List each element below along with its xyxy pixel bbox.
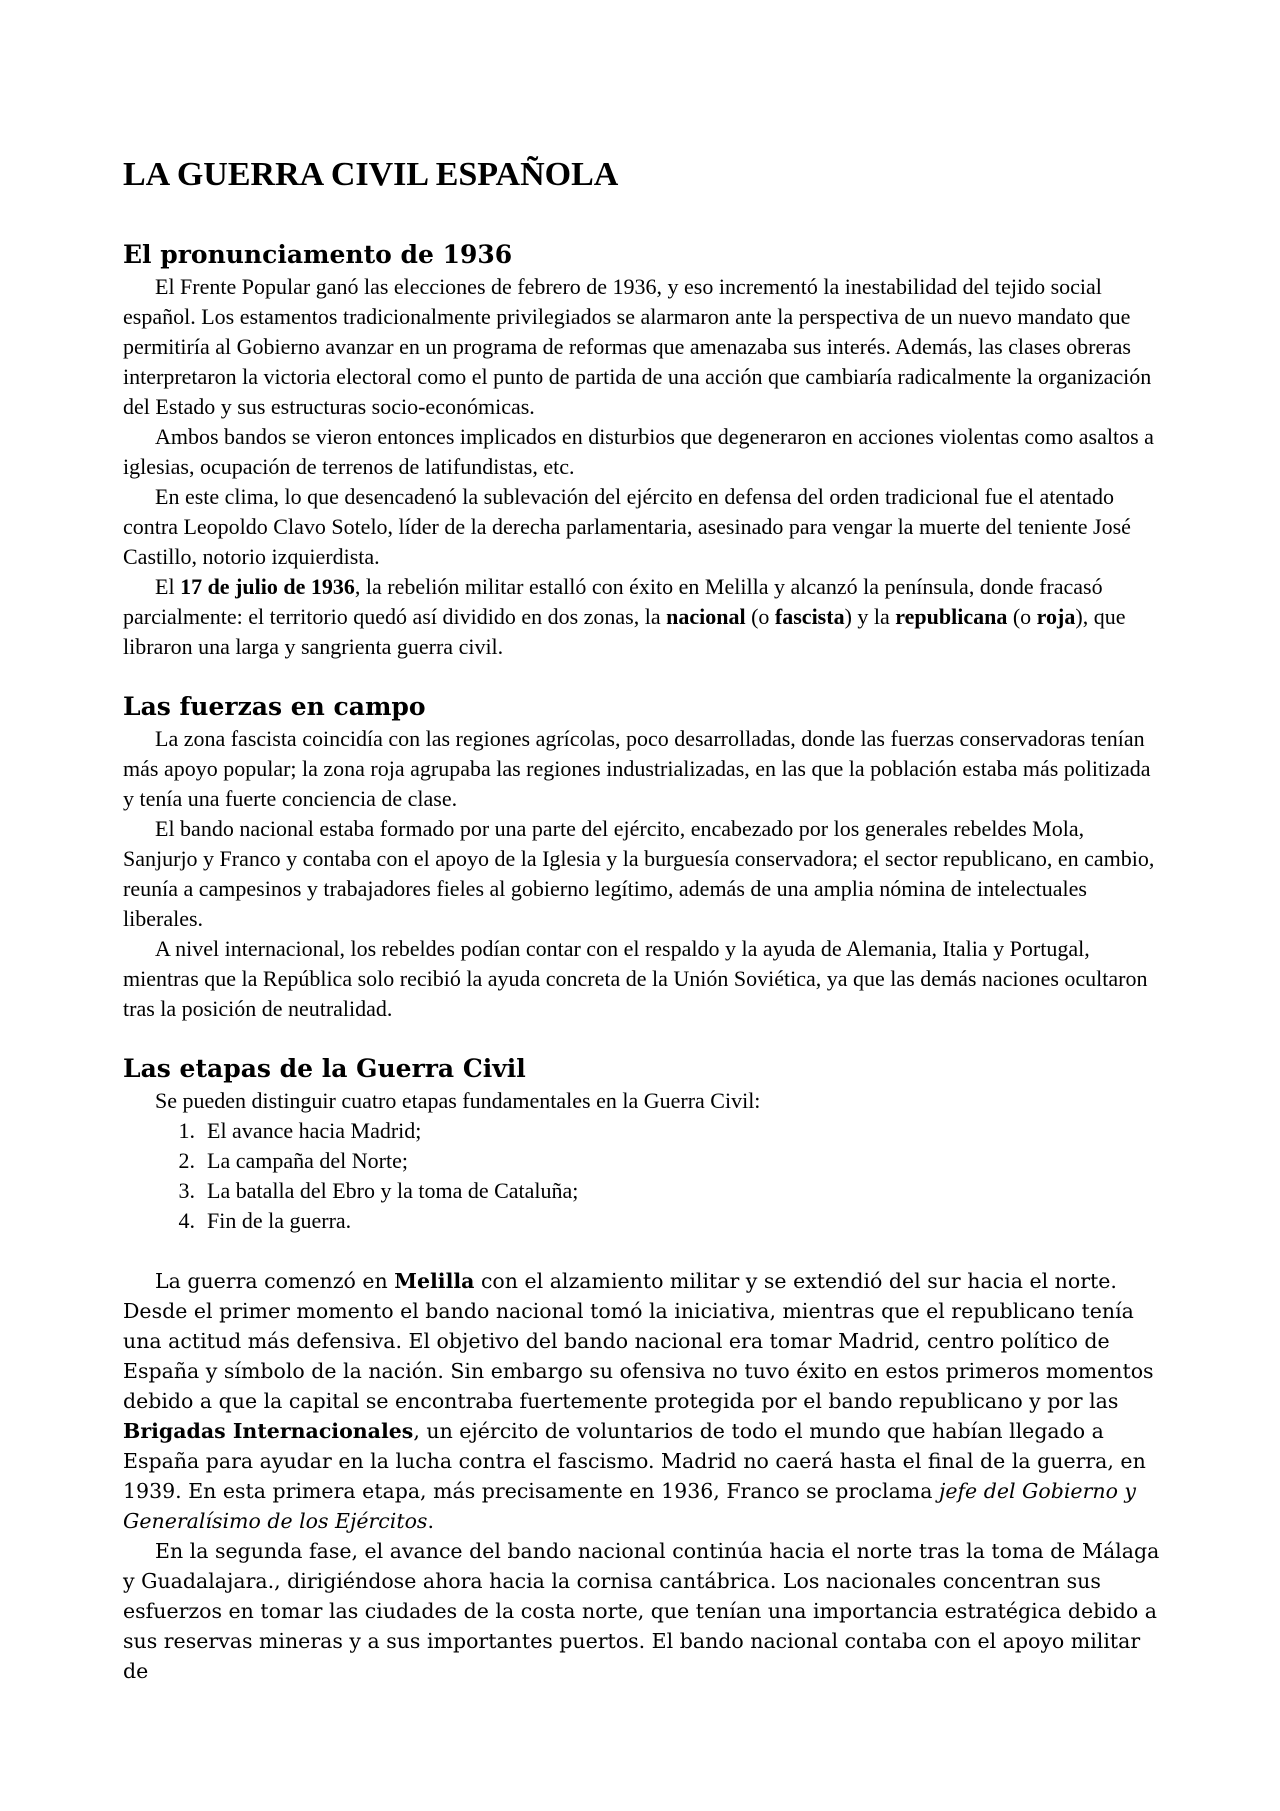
paragraph: La zona fascista coincidía con las regiones agrícolas, poco desarrolladas, donde las fuerzas conservadoras tenían más apoyo popular; la zona roja agrupaba las regiones industrializadas, en las que la población estaba más politizada y tenía una fuerte conciencia de clase. [123,726,1151,811]
stages-list [123,1116,1162,1236]
bold-term: Melilla [394,1269,475,1293]
bold-term: roja [1036,604,1076,629]
bold-term: republicana [895,604,1008,629]
bold-term: fascista [774,604,845,629]
paragraph: La guerra comenzó en Melilla con el alzamiento militar y se extendió del sur hacia el norte. Desde el primer momento el bando nacional tomó la iniciativa, mientras que el republicano tenía una actitud más defensiva. El objetivo del bando nacional era tomar Madrid, centro político de España y símbolo de la nación. Sin embargo su ofensiva no tuvo éxito en estos primeros momentos debido a que la capital se encontraba fuertemente protegida por el bando republicano y por las Brigadas Internacionales, un ejército de voluntarios de todo el mundo que habían llegado a España para ayudar en la lucha contra el fascismo. Madrid no caerá hasta el final de la guerra, en 1939. En esta primera etapa, más precisamente en 1936, Franco se proclama jefe del Gobierno y Generalísimo de los Ejércitos. [123,1269,1154,1533]
paragraph: A nivel internacional, los rebeldes podían contar con el respaldo y la ayuda de Alemania, Italia y Portugal, mientras que la República solo recibió la ayuda concreta de la Unión Soviética, ya que las demás naciones ocultaron tras la posición de neutralidad. [123,936,1148,1021]
list-item: 2. La campaña del Norte; [178,1148,408,1173]
document-title: LA GUERRA CIVIL ESPAÑOLA [123,156,619,193]
section-etapas [123,1052,1162,1686]
list-item: 3. La batalla del Ebro y la toma de Cataluña; [178,1178,579,1203]
section-heading: El pronunciamento de 1936 [123,240,513,269]
paragraph: El bando nacional estaba formado por una parte del ejército, encabezado por los generales rebeldes Mola, Sanjurjo y Franco y contaba con el apoyo de la Iglesia y la burguesía conservadora; el sector republicano, en cambio, reunía a campesinos y trabajadores fieles al gobierno legítimo, además de una amplia nómina de intelectuales liberales. [123,816,1155,931]
paragraph: El Frente Popular ganó las elecciones de febrero de 1936, y eso incrementó la inestabilidad del tejido social español. Los estamentos tradicionalmente privilegiados se alarmaron ante la perspectiva de un nuevo mandato que permitiría al Gobierno avanzar en un programa de reformas que amenazaba sus interés. Además, las clases obreras interpretaron la victoria electoral como el punto de partida de una acción que cambiaría radicalmente la organización del Estado y sus estructuras socio-económicas. [123,274,1152,419]
list-item: 1. El avance hacia Madrid; [178,1118,422,1143]
section-pronunciamento [123,238,1162,662]
paragraph: Se pueden distinguir cuatro etapas fundamentales en la Guerra Civil: [155,1088,761,1113]
paragraph: El 17 de julio de 1936, la rebelión militar estalló con éxito en Melilla y alcanzó la península, donde fracasó parcialmente: el territorio quedó así dividido en dos zonas, la nacional (o fascista) y la republicana (o roja), que libraron una larga y sangrienta guerra civil. [123,574,1126,659]
list-item: 4. Fin de la guerra. [178,1208,352,1233]
section-heading: Las etapas de la Guerra Civil [123,1054,526,1083]
bold-date: 17 de julio de 1936 [180,574,355,599]
paragraph: En este clima, lo que desencadenó la sublevación del ejército en defensa del orden tradicional fue el atentado contra Leopoldo Clavo Sotelo, líder de la derecha parlamentaria, asesinado para vengar la muerte del teniente José Castillo, notorio izquierdista. [123,484,1131,569]
paragraph: Ambos bandos se vieron entonces implicados en disturbios que degeneraron en acciones violentas como asaltos a iglesias, ocupación de terrenos de latifundistas, etc. [123,424,1154,479]
section-fuerzas [123,690,1162,1024]
section-heading: Las fuerzas en campo [123,692,426,721]
bold-term: nacional [666,604,746,629]
bold-term: Brigadas Internacionales [123,1419,414,1443]
italic-term: jefe del Gobierno y Generalísimo de los Ejércitos [123,1479,1137,1533]
paragraph: En la segunda fase, el avance del bando nacional continúa hacia el norte tras la toma de Málaga y Guadalajara., dirigiéndose ahora hacia la cornisa cantábrica. Los nacionales concentran sus esfuerzos en tomar las ciudades de la costa norte, que tenían una importancia estratégica debido a sus reservas mineras y a sus importantes puertos. El bando nacional contaba con el apoyo militar de [123,1539,1160,1683]
